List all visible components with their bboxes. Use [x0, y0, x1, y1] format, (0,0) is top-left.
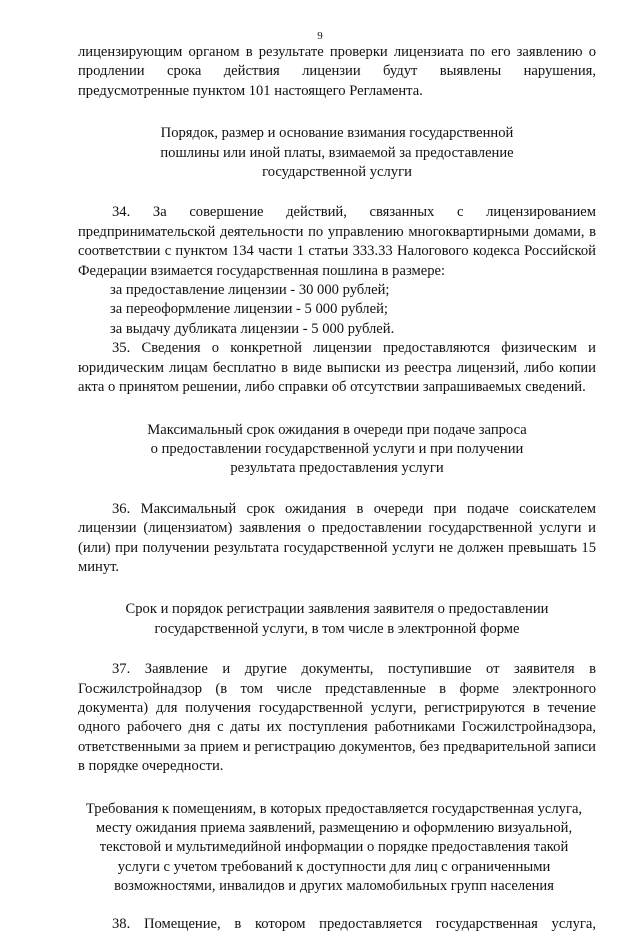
- heading-registration-line-1: Срок и порядок регистрации заявления заявителя о предоставлении: [125, 601, 549, 618]
- paragraph-37: 37. Заявление и другие документы, поступившие от заявителя в Госжилстройнадзор (в том числе представленные в форме электронного документа) для получения государственной услуги, регистрируются в течение одного рабочего дня с даты их поступления работниками Госжилстройнадзора, ответственными за прием и регистрацию документов, без предварительной записи в порядке очередности.: [78, 661, 596, 775]
- heading-premises-line-2: месту ожидания приема заявлений, размещению и оформлению визуальной,: [95, 820, 573, 836]
- page-content: [78, 43, 596, 934]
- heading-fee: [78, 124, 596, 182]
- heading-queue-line-1: Максимальный срок ожидания в очереди при подаче запроса: [147, 421, 527, 438]
- heading-queue-line-2: о предоставлении государственной услуги и при получении: [150, 440, 524, 457]
- paragraph-38: 38. Помещение, в котором предоставляется государственная услуга,: [112, 915, 596, 932]
- heading-premises-line-5: возможностями, инвалидов и других маломобильных групп населения: [114, 878, 554, 895]
- heading-fee-line-1: Порядок, размер и основание взимания государственной: [160, 125, 514, 142]
- spacer: [78, 639, 596, 660]
- spacer: [78, 577, 596, 600]
- fee-item-license: за предоставление лицензии - 30 000 рублей;: [110, 282, 390, 299]
- spacer: [78, 101, 596, 124]
- spacer: [78, 398, 596, 421]
- heading-queue-line-3: результата предоставления услуги: [230, 460, 444, 477]
- spacer: [78, 182, 596, 203]
- heading-fee-line-2: пошлины или иной платы, взимаемой за предоставление: [160, 144, 514, 161]
- page-number: 9: [317, 30, 323, 42]
- fee-item-duplicate: за выдачу дубликата лицензии - 5 000 рублей.: [110, 320, 395, 337]
- spacer: [78, 479, 596, 500]
- paragraph-35: 35. Сведения о конкретной лицензии предоставляются физическим и юридическим лицам бесплатно в виде выписки из реестра лицензий, либо копии акта о принятом решении, либо справки об отсутствии запрашиваемых сведений.: [78, 340, 596, 396]
- heading-queue: [78, 421, 596, 479]
- heading-registration-line-2: государственной услуги, в том числе в электронной форме: [154, 620, 520, 637]
- paragraph-34: 34. За совершение действий, связанных с лицензированием предпринимательской деятельности по управлению многоквартирными домами, в соответствии с пунктом 134 части 1 статьи 333.33 Налогового кодекса Российской Федерации взимается государственная пошлина в размере:: [78, 204, 596, 279]
- paragraph-36: 36. Максимальный срок ожидания в очереди при подаче соискателем лицензии (лицензиатом) заявления о предоставлении государственной услуги и (или) при получении результата государственной услуги не должен превышать 15 минут.: [78, 500, 596, 575]
- spacer: [78, 897, 596, 915]
- heading-premises-line-4: услуги с учетом требований к доступности для лиц с ограниченными: [117, 858, 551, 875]
- heading-registration: [78, 600, 596, 639]
- heading-premises-line-3: текстовой и мультимедийной информации о порядке предоставления такой: [99, 839, 569, 856]
- spacer: [78, 777, 596, 800]
- heading-premises-line-1: Требования к помещениям, в которых предоставляется государственная услуга,: [85, 800, 583, 817]
- paragraph-continuation: лицензирующим органом в результате проверки лицензиата по его заявлению о продлении срока действия лицензии будут выявлены нарушения, предусмотренные пунктом 101 настоящего Регламента.: [78, 44, 596, 99]
- heading-fee-line-3: государственной услуги: [262, 164, 412, 181]
- heading-premises: [42, 800, 626, 897]
- fee-item-reissue: за переоформление лицензии - 5 000 рублей;: [110, 301, 388, 318]
